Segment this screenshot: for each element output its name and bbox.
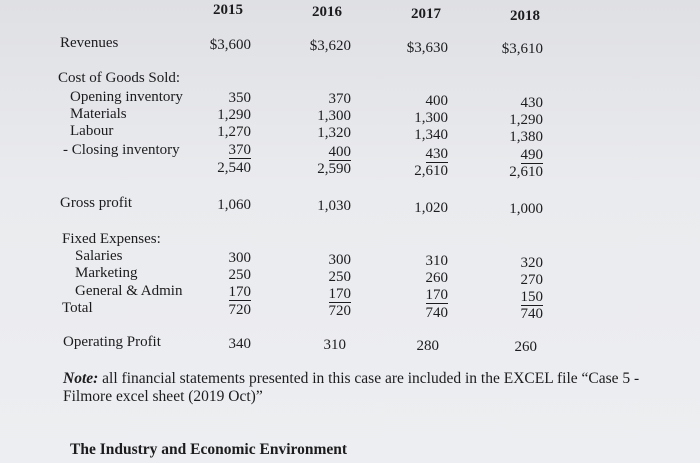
materials-2016: 1,300	[317, 108, 351, 124]
cogs-total-2017: 2,610	[414, 163, 448, 179]
fixed-total-2017: 740	[425, 305, 448, 321]
salaries-2016: 300	[328, 252, 351, 268]
opening-inventory-label: Opening inventory	[70, 89, 183, 105]
gross-profit-label: Gross profit	[60, 195, 133, 211]
gross-profit-2015: 1,060	[217, 197, 251, 213]
revenues-2018: $3,610	[501, 41, 543, 57]
general-admin-2017	[392, 287, 448, 304]
marketing-2015: 250	[228, 267, 251, 283]
revenues-2015: $3,600	[209, 37, 251, 53]
opening-inventory-2015: 350	[228, 90, 251, 106]
opening-inventory-2018: 430	[520, 95, 543, 111]
general-admin-2017-value: 170	[425, 287, 448, 303]
section-heading: The Industry and Economic Environment	[70, 441, 348, 458]
marketing-2018: 270	[520, 272, 543, 288]
materials-2018: 1,290	[509, 112, 543, 128]
salaries-2017: 310	[425, 253, 448, 269]
general-admin-2016	[295, 286, 351, 303]
fixed-expenses-heading: Fixed Expenses:	[62, 231, 161, 247]
fixed-total-2015: 720	[228, 302, 251, 318]
operating-profit-2017: 280	[416, 338, 439, 354]
closing-inventory-2017	[392, 146, 448, 163]
closing-inventory-2018-value: 490	[520, 147, 543, 163]
cogs-total-2016: 2,590	[317, 161, 351, 177]
cogs-total-2015: 2,540	[217, 160, 251, 176]
operating-profit-2015: 340	[228, 336, 251, 352]
labour-label: Labour	[70, 123, 114, 139]
operating-profit-label: Operating Profit	[63, 334, 161, 350]
marketing-2016: 250	[328, 269, 351, 285]
closing-inventory-2016	[295, 144, 351, 161]
year-header-2018: 2018	[510, 8, 540, 24]
revenues-2016: $3,620	[309, 38, 351, 54]
labour-2015: 1,270	[217, 124, 251, 140]
salaries-2018: 320	[520, 255, 543, 271]
closing-inventory-2017-value: 430	[425, 146, 448, 162]
general-admin-2018-value: 150	[520, 289, 543, 305]
fixed-total-2016: 720	[328, 303, 351, 319]
closing-inventory-2015	[195, 142, 251, 159]
year-header-2016: 2016	[312, 4, 342, 20]
opening-inventory-2017: 400	[425, 93, 448, 109]
general-admin-label: General & Admin	[75, 283, 183, 299]
operating-profit-2016: 310	[323, 337, 346, 353]
marketing-2017: 260	[425, 270, 448, 286]
labour-2016: 1,320	[317, 125, 351, 141]
materials-2017: 1,300	[414, 110, 448, 126]
materials-2015: 1,290	[217, 107, 251, 123]
marketing-label: Marketing	[75, 265, 138, 281]
labour-2018: 1,380	[509, 129, 543, 145]
general-admin-2018	[487, 289, 543, 306]
closing-inventory-2015-value: 370	[228, 142, 251, 158]
salaries-2015: 300	[228, 250, 251, 266]
materials-label: Materials	[70, 106, 127, 122]
closing-inventory-2018	[487, 147, 543, 164]
revenues-2017: $3,630	[406, 40, 448, 56]
closing-inventory-2016-value: 400	[328, 144, 351, 160]
year-header-2017: 2017	[411, 6, 441, 22]
footnote-label: Note:	[63, 370, 99, 387]
opening-inventory-2016: 370	[328, 91, 351, 107]
cogs-total-2018: 2,610	[509, 164, 543, 180]
gross-profit-2017: 1,020	[414, 200, 448, 216]
fixed-total-label: Total	[62, 300, 93, 316]
labour-2017: 1,340	[414, 127, 448, 143]
footnote	[63, 370, 673, 406]
general-admin-2015-value: 170	[228, 284, 251, 300]
general-admin-2016-value: 170	[328, 286, 351, 302]
gross-profit-2016: 1,030	[317, 198, 351, 214]
gross-profit-2018: 1,000	[509, 201, 543, 217]
general-admin-2015	[195, 284, 251, 301]
year-header-2015: 2015	[213, 2, 243, 18]
footnote-text: all financial statements presented in this case are included in the EXCEL file “Case 5 - Filmore excel sheet (2019 Oct)”	[63, 370, 640, 405]
fixed-total-2018: 740	[520, 306, 543, 322]
operating-profit-2018: 260	[514, 339, 537, 355]
cogs-heading: Cost of Goods Sold:	[58, 70, 181, 86]
revenues-label: Revenues	[60, 35, 119, 51]
salaries-label: Salaries	[75, 248, 123, 264]
closing-inventory-label: - Closing inventory	[63, 142, 180, 158]
